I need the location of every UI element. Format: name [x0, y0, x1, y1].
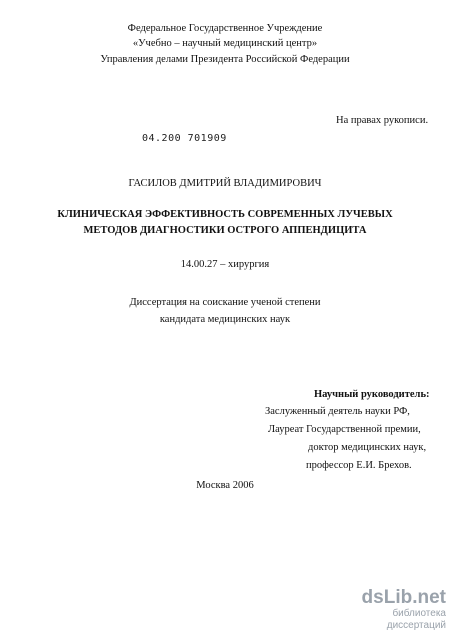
title-line-2: МЕТОДОВ ДИАГНОСТИКИ ОСТРОГО АППЕНДИЦИТА — [83, 225, 367, 236]
header-line-3: Управления делами Президента Российской Федерации — [100, 54, 350, 65]
supervisor-line-2: Лауреат Государственной премии, — [268, 424, 421, 435]
supervisor-line-3: доктор медицинских наук, — [308, 442, 427, 453]
dslib-watermark — [340, 588, 446, 632]
degree-line-1: Диссертация на соискание ученой степени — [129, 297, 321, 308]
dslib-logo: dsLib.net — [361, 587, 446, 608]
title-line-1: КЛИНИЧЕСКАЯ ЭФФЕКТИВНОСТЬ СОВРЕМЕННЫХ ЛУЧЕВЫХ — [57, 209, 393, 220]
supervisor-line-4: профессор Е.И. Брехов. — [306, 460, 412, 471]
manuscript-note: На правах рукописи. — [336, 115, 429, 126]
archive-stamp: 04.200 701909 — [142, 133, 227, 144]
city-year: Москва 2006 — [196, 480, 254, 491]
specialty: 14.00.27 – хирургия — [180, 259, 270, 270]
dslib-subtitle: библиотека диссертаций — [386, 608, 446, 631]
header-line-1: Федеральное Государственное Учреждение — [127, 23, 323, 34]
supervisor-heading: Научный руководитель: — [314, 389, 430, 400]
degree-line-2: кандидата медицинских наук — [159, 314, 291, 325]
supervisor-line-1: Заслуженный деятель науки РФ, — [265, 406, 410, 417]
author-name: ГАСИЛОВ ДМИТРИЙ ВЛАДИМИРОВИЧ — [128, 178, 322, 189]
header-line-2: «Учебно – научный медицинский центр» — [132, 38, 318, 49]
